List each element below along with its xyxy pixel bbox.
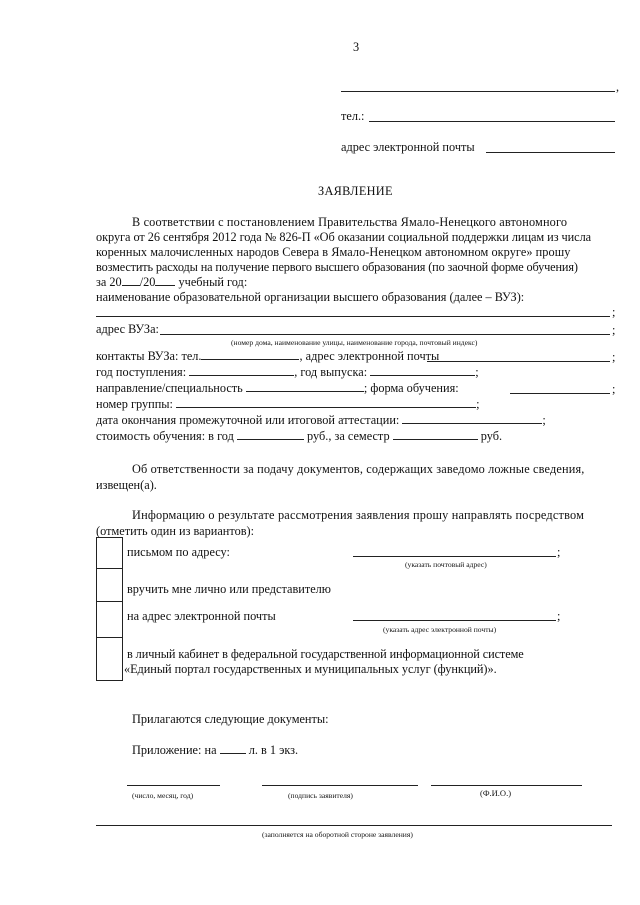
option-personal-checkbox[interactable] (96, 568, 123, 602)
email-label: адрес электронной почты (341, 140, 475, 154)
appendix-row (132, 743, 298, 758)
responsibility-line-1: Об ответственности за подачу документов, содержащих заведомо ложные сведения, (132, 462, 585, 476)
fio-line[interactable] (431, 785, 582, 786)
option-email-semicolon: ; (557, 609, 561, 623)
option-mail-checkbox[interactable] (96, 537, 123, 569)
cost-rub-label: руб., за семестр (307, 429, 390, 443)
signature-hint: (подпись заявителя) (288, 791, 353, 800)
group-semicolon: ; (476, 397, 480, 411)
study-form-semicolon: ; (612, 382, 616, 396)
attestation-row (96, 413, 546, 428)
contacts-phone-field[interactable] (201, 349, 299, 360)
contacts-email-line[interactable] (427, 361, 610, 362)
option-mail-hint: (указать почтовый адрес) (405, 560, 487, 569)
specialty-field[interactable] (246, 381, 364, 392)
intro-line-1: В соответствии с постановлением Правительства Ямало-Ненецкого автономного (132, 215, 568, 229)
specialty-row (96, 381, 459, 396)
address-hint: (номер дома, наименование улицы, наименование города, почтовый индекс) (231, 338, 478, 347)
appendix-suffix: л. в 1 экз. (248, 743, 299, 757)
option-email-line[interactable] (353, 620, 556, 621)
info-line-2: (отметить один из вариантов): (96, 524, 255, 538)
address-label: адрес ВУЗа: (96, 322, 159, 336)
year-enter-label: год поступления: (96, 365, 187, 379)
contacts-phone-label: контакты ВУЗа: тел. (96, 349, 202, 363)
year-enter-field[interactable] (189, 365, 294, 376)
contacts-row (96, 349, 439, 364)
email-line[interactable] (486, 152, 615, 153)
option-portal-checkbox[interactable] (96, 637, 123, 681)
group-label: номер группы: (96, 397, 173, 411)
cost-row (96, 429, 502, 444)
year-mid: /20 (139, 275, 156, 289)
intro-line-3: коренных малочисленных народов Севера в Ямало-Ненецком автономном округе» прошу (96, 245, 571, 259)
phone-line[interactable] (369, 121, 615, 122)
group-field[interactable] (176, 397, 476, 408)
year-from-field[interactable] (122, 275, 140, 286)
attestation-field[interactable] (402, 413, 542, 424)
option-mail-line[interactable] (353, 556, 556, 557)
year-to-field[interactable] (155, 275, 175, 286)
cost-rub-end: руб. (480, 429, 503, 443)
study-form-line[interactable] (510, 393, 610, 394)
option-email-hint: (указать адрес электронной почты) (383, 625, 497, 634)
info-line-1: Информацию о результате рассмотрения заявления прошу направлять посредством (132, 508, 585, 522)
intro-line-4: возместить расходы на получение первого высшего образования (по заочной форме обучения) (96, 260, 578, 274)
org-semicolon: ; (612, 305, 616, 319)
org-name-line[interactable] (96, 316, 610, 317)
org-name-label: наименование образовательной организации высшего образования (далее – ВУЗ): (96, 290, 525, 304)
address-semicolon: ; (612, 323, 616, 337)
intro-line-2: округа от 26 сентября 2012 года № 826-П «Об оказании социальной поддержки лицам из числа (96, 230, 592, 244)
contacts-email-label: , адрес электронной почты (299, 349, 440, 363)
option-personal-label: вручить мне лично или представителю (127, 582, 331, 596)
option-email-checkbox[interactable] (96, 601, 123, 638)
study-form-label: ; форма обучения: (363, 381, 459, 395)
contacts-semicolon: ; (612, 350, 616, 364)
years-row (96, 365, 479, 380)
appendix-prefix: Приложение: на (132, 743, 217, 757)
date-line[interactable] (127, 785, 220, 786)
cost-year-field[interactable] (237, 429, 304, 440)
year-suffix: учебный год: (178, 275, 248, 289)
header-comma: , (616, 80, 620, 94)
signature-line[interactable] (262, 785, 418, 786)
appendix-pages-field[interactable] (220, 743, 246, 754)
footer-line[interactable] (96, 825, 612, 826)
attestation-semicolon: ; (542, 413, 546, 427)
group-row (96, 397, 479, 412)
specialty-label: направление/специальность (96, 381, 243, 395)
attestation-label: дата окончания промежуточной или итоговой аттестации: (96, 413, 400, 427)
year-grad-label: , год выпуска: (294, 365, 368, 379)
date-hint: (число, месяц, год) (132, 791, 194, 800)
option-mail-label: письмом по адресу: (127, 545, 230, 559)
page-number: 3 (353, 40, 360, 54)
footer-note: (заполняется на оборотной стороне заявления) (262, 830, 413, 839)
addressee-line[interactable] (341, 91, 615, 92)
attachments-heading: Прилагаются следующие документы: (132, 712, 329, 726)
intro-year-row (96, 275, 247, 290)
option-email-label: на адрес электронной почты (127, 609, 276, 623)
cost-semester-field[interactable] (393, 429, 478, 440)
option-portal-line-1: в личный кабинет в федеральной государственной информационной системе (127, 647, 524, 661)
page-title: ЗАЯВЛЕНИЕ (318, 184, 393, 198)
years-semicolon: ; (475, 365, 479, 379)
fio-hint: (Ф.И.О.) (480, 788, 512, 798)
year-grad-field[interactable] (370, 365, 475, 376)
responsibility-line-2: извещен(а). (96, 478, 157, 492)
phone-label: тел.: (341, 109, 365, 123)
address-line[interactable] (160, 334, 610, 335)
cost-year-label: стоимость обучения: в год (96, 429, 234, 443)
option-mail-semicolon: ; (557, 545, 561, 559)
option-portal-line-2: «Единый портал государственных и муниципальных услуг (функций)». (124, 662, 497, 676)
year-prefix: за 20 (96, 275, 122, 289)
